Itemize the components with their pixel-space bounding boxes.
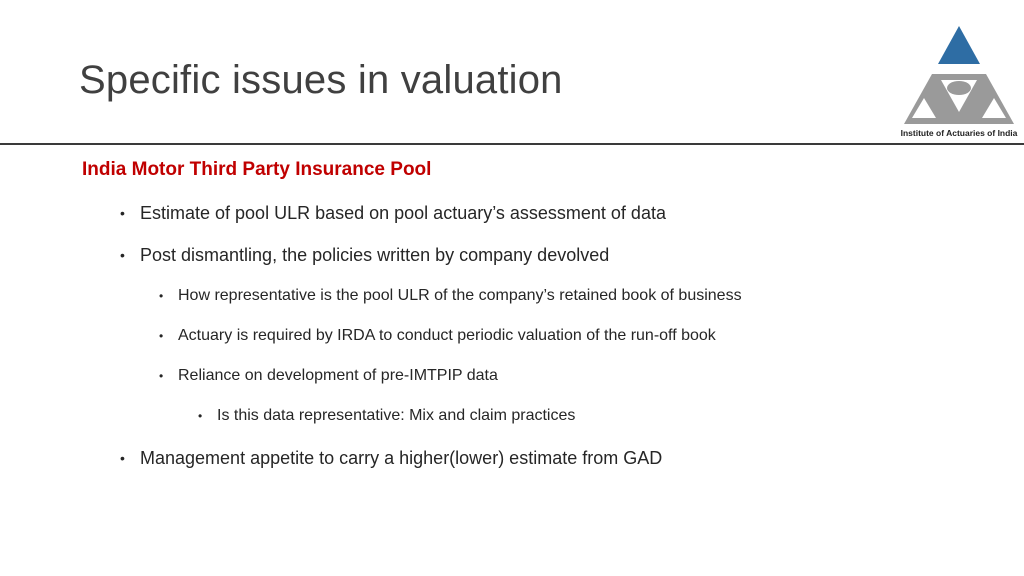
institute-triangle-logo-icon xyxy=(902,22,1016,126)
bullet-dot: • xyxy=(159,289,164,303)
bullet-text: Is this data representative: Mix and claim practices xyxy=(217,407,576,424)
institute-logo xyxy=(898,22,1020,140)
bullet-dot: • xyxy=(159,329,164,343)
slide-title: Specific issues in valuation xyxy=(79,58,563,102)
bullet-dot: • xyxy=(198,409,203,423)
bullet-text: Estimate of pool ULR based on pool actuary’s assessment of data xyxy=(140,203,666,223)
bullet-dot: • xyxy=(120,450,125,466)
bullet-dot: • xyxy=(159,369,164,383)
logo-caption: Institute of Actuaries of India xyxy=(900,128,1018,138)
bullet-text: Actuary is required by IRDA to conduct periodic valuation of the run-off book xyxy=(178,327,716,344)
bullet-text: Post dismantling, the policies written by company devolved xyxy=(140,245,610,265)
section-heading: India Motor Third Party Insurance Pool xyxy=(82,159,432,180)
title-divider xyxy=(0,143,1024,145)
bullet-text: How representative is the pool ULR of the company’s retained book of business xyxy=(178,287,742,304)
bullet-text: Management appetite to carry a higher(lower) estimate from GAD xyxy=(140,448,663,468)
bullet-dot: • xyxy=(120,247,125,263)
bullet-dot: • xyxy=(120,205,125,221)
bullet-text: Reliance on development of pre-IMTPIP data xyxy=(178,367,498,384)
